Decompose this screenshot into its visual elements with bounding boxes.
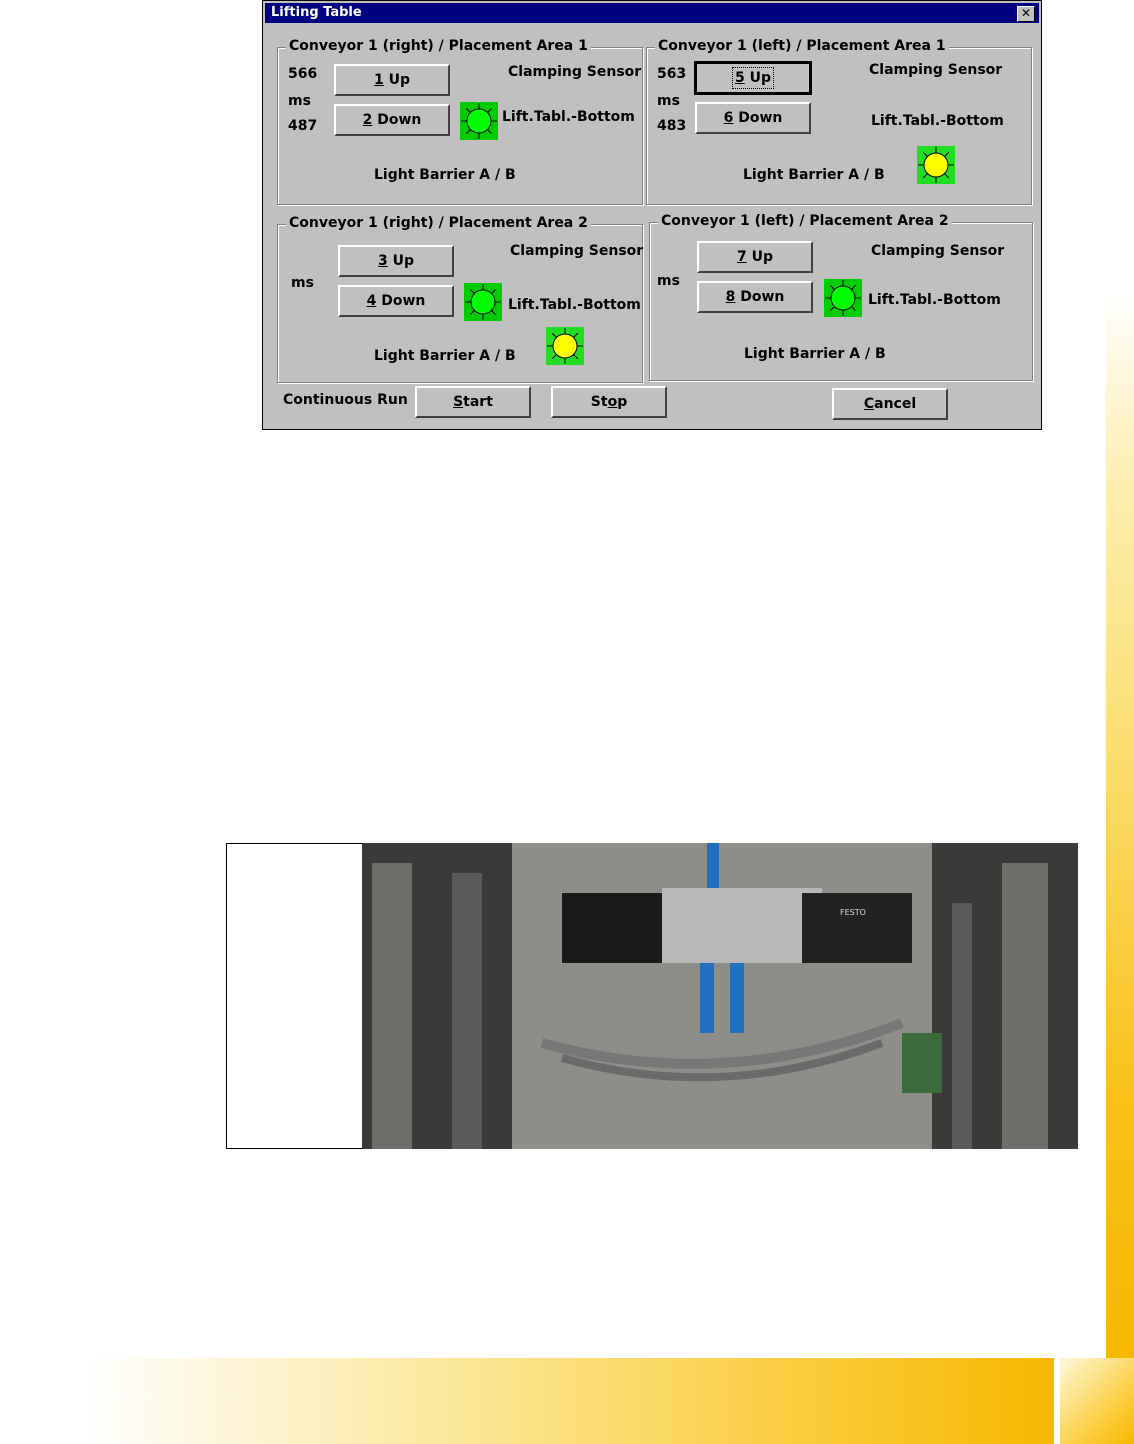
stop-button[interactable]: [551, 386, 667, 418]
valve-assembly-photo: [362, 843, 1078, 1149]
lift-bottom-lamp-green-icon: [460, 102, 498, 140]
accel-key: 6: [723, 110, 734, 126]
button-label: Down: [733, 110, 783, 126]
accel-key: 8: [725, 289, 736, 305]
clamping-sensor-label: Clamping Sensor: [508, 64, 642, 80]
group-right-area-2: [277, 215, 644, 383]
accel-key: 1: [373, 72, 384, 88]
accel-key: 2: [362, 112, 373, 128]
button-label: Up: [383, 72, 410, 88]
button-label: ancel: [874, 396, 917, 412]
up-button-3[interactable]: [338, 245, 454, 277]
group-title: Conveyor 1 (right) / Placement Area 1: [286, 38, 591, 54]
time-down-value: 487: [288, 118, 318, 134]
start-button[interactable]: [415, 386, 531, 418]
decorative-corner: [1060, 1358, 1134, 1444]
button-label: Up: [744, 70, 771, 86]
cancel-button[interactable]: [832, 388, 948, 420]
clamping-sensor-label: Clamping Sensor: [871, 243, 1005, 259]
down-button-2[interactable]: [334, 104, 450, 136]
time-unit: ms: [288, 93, 311, 109]
close-icon: ✕: [1020, 6, 1032, 20]
close-button[interactable]: [1017, 6, 1035, 22]
time-up-value: 566: [288, 66, 318, 82]
lift-bottom-lamp-green-icon: [464, 283, 502, 321]
accel-key: C: [863, 396, 875, 412]
lift-bottom-label: Lift.Tabl.-Bottom: [502, 109, 635, 125]
accel-key: 5: [734, 70, 745, 86]
button-label: Down: [735, 289, 785, 305]
lift-bottom-lamp-green-icon: [824, 279, 862, 317]
lift-bottom-label: Lift.Tabl.-Bottom: [871, 113, 1004, 129]
button-label: Down: [372, 112, 422, 128]
group-title: Conveyor 1 (right) / Placement Area 2: [286, 215, 591, 231]
accel-key: S: [453, 394, 464, 410]
time-up-value: 563: [657, 66, 687, 82]
lift-bottom-label: Lift.Tabl.-Bottom: [868, 292, 1001, 308]
light-barrier-label: Light Barrier A / B: [743, 167, 885, 183]
button-label: Down: [376, 293, 426, 309]
down-button-8[interactable]: [697, 281, 813, 313]
lifting-table-dialog: [262, 0, 1042, 430]
up-button-1[interactable]: [334, 64, 450, 96]
down-button-6[interactable]: [695, 102, 811, 134]
light-barrier-lamp-yellow-icon: [917, 146, 955, 184]
time-down-value: 483: [657, 118, 687, 134]
group-left-area-2: [649, 213, 1033, 381]
clamping-sensor-label: Clamping Sensor: [510, 243, 644, 259]
time-unit: ms: [657, 273, 680, 289]
accel-key: 4: [366, 293, 377, 309]
group-title: Conveyor 1 (left) / Placement Area 1: [655, 38, 949, 54]
up-button-5[interactable]: [695, 62, 811, 94]
title-bar: [265, 3, 1039, 23]
valve-photo-illustration: [362, 843, 1078, 1149]
accel-key: 7: [736, 249, 747, 265]
decorative-side-bar: [1106, 290, 1134, 1360]
clamping-sensor-label: Clamping Sensor: [869, 62, 1003, 78]
time-unit: ms: [291, 275, 314, 291]
button-label: tart: [463, 394, 493, 410]
light-barrier-lamp-yellow-icon: [546, 327, 584, 365]
window-title: Lifting Table: [271, 5, 362, 20]
photo-label: FESTO: [840, 908, 866, 917]
time-unit: ms: [657, 93, 680, 109]
button-label: Up: [387, 253, 414, 269]
group-title: Conveyor 1 (left) / Placement Area 2: [658, 213, 952, 229]
continuous-run-label: Continuous Run: [283, 392, 408, 408]
lift-bottom-label: Lift.Tabl.-Bottom: [508, 297, 641, 313]
decorative-bottom-bar: [0, 1358, 1054, 1444]
button-label: p: [617, 394, 628, 410]
accel-key: o: [607, 394, 618, 410]
light-barrier-label: Light Barrier A / B: [744, 346, 886, 362]
light-barrier-label: Light Barrier A / B: [374, 167, 516, 183]
button-label: Up: [746, 249, 773, 265]
group-left-area-1: [646, 38, 1032, 205]
light-barrier-label: Light Barrier A / B: [374, 348, 516, 364]
up-button-7[interactable]: [697, 241, 813, 273]
group-right-area-1: [277, 38, 643, 205]
accel-key: 3: [377, 253, 388, 269]
button-label: St: [590, 394, 608, 410]
down-button-4[interactable]: [338, 285, 454, 317]
